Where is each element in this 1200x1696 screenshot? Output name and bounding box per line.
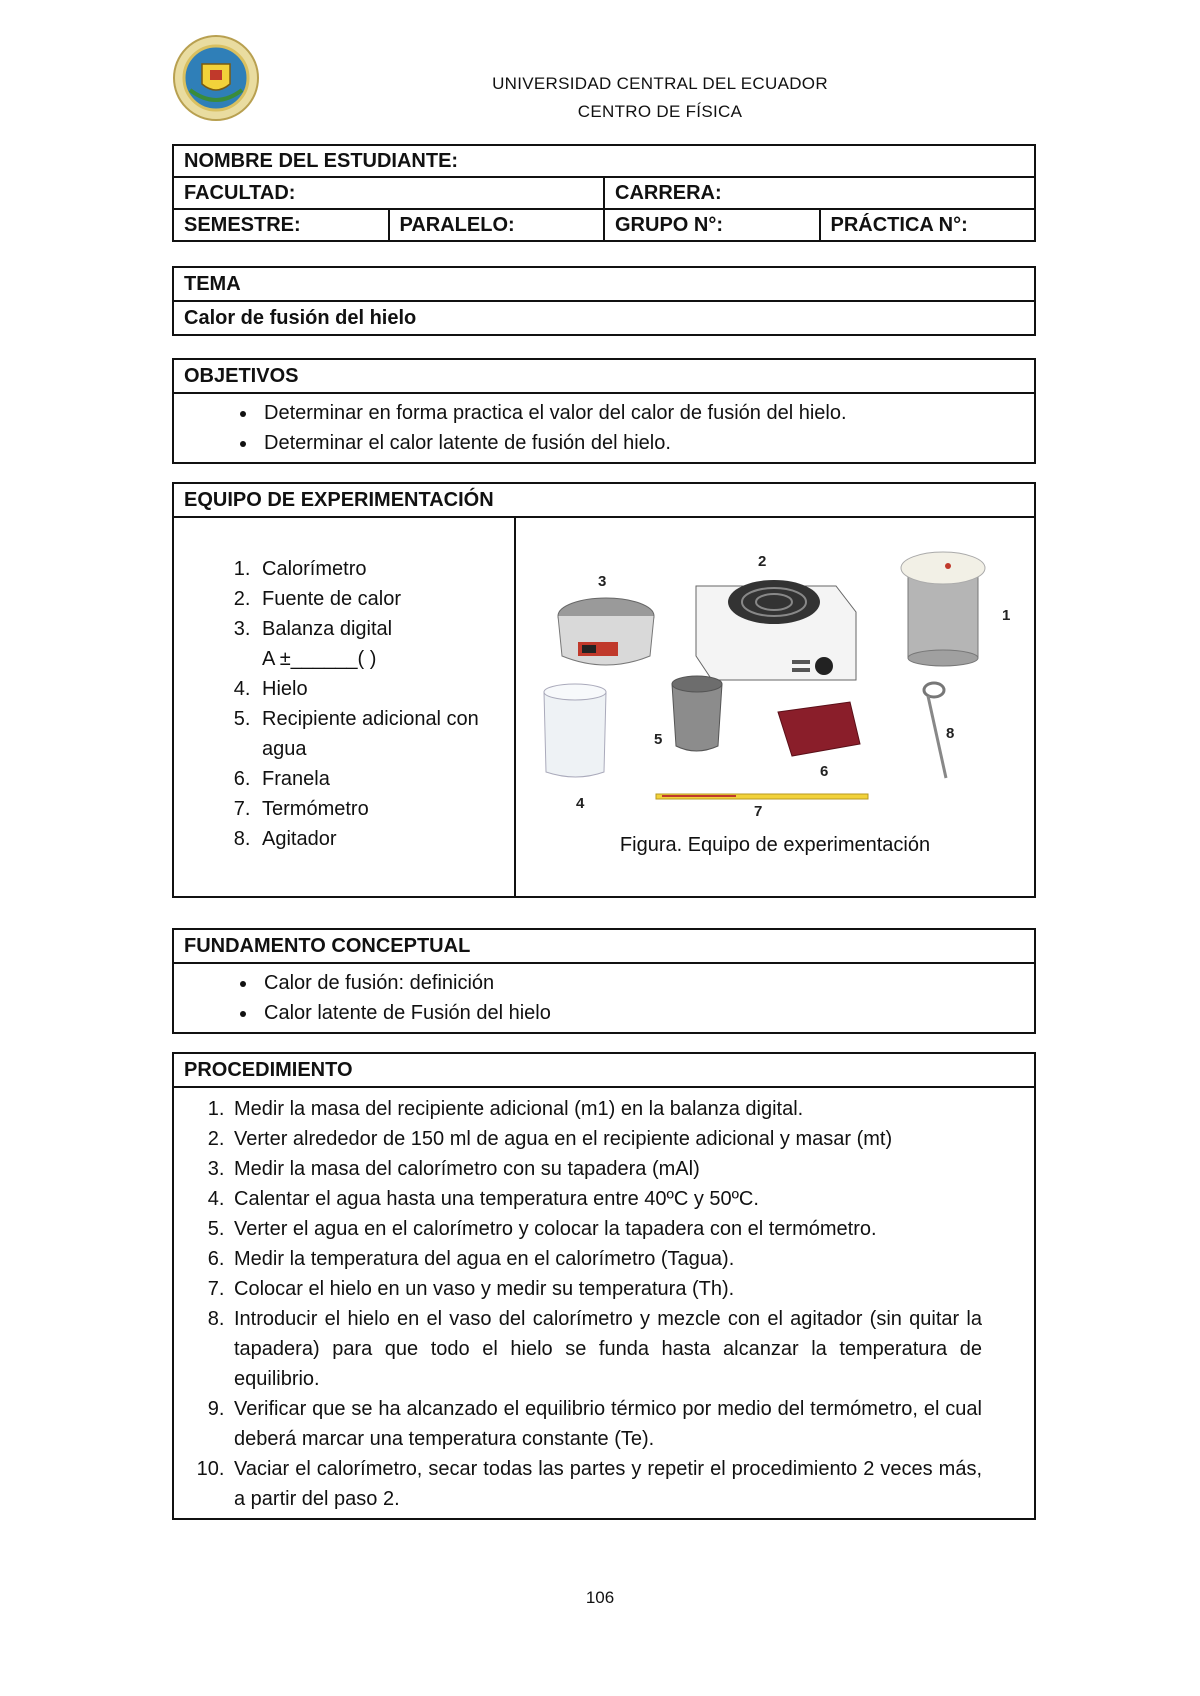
calorimeter-image [901, 552, 985, 666]
student-name-field[interactable]: NOMBRE DEL ESTUDIANTE: [173, 145, 1035, 177]
list-item: 8. Agitador [256, 824, 514, 854]
hotplate-image [696, 580, 856, 680]
objetivos-list [174, 398, 1034, 458]
fundamento-title: FUNDAMENTO CONCEPTUAL [174, 930, 1034, 964]
tema-title: TEMA [174, 268, 1034, 302]
group-field[interactable]: GRUPO N°: [604, 209, 820, 241]
equipment-item-label: Balanza digital [262, 618, 393, 640]
figure-label-1: 1 [1002, 607, 1011, 624]
figure-label-3: 3 [598, 573, 607, 590]
parallel-field[interactable]: PARALELO: [389, 209, 605, 241]
list-item: 4. Hielo [256, 674, 514, 704]
list-item: 2. Fuente de calor [256, 584, 514, 614]
procedimiento-title: PROCEDIMIENTO [174, 1054, 1034, 1088]
practice-field[interactable]: PRÁCTICA N°: [820, 209, 1036, 241]
page-number: 106 [585, 1588, 615, 1607]
list-item: 5. Verter el agua en el calorímetro y colocar la tapadera con el termómetro. [230, 1214, 982, 1244]
digital-scale-image [558, 598, 654, 665]
list-item [256, 614, 514, 674]
list-item: 3. Medir la masa del calorímetro con su tapadera (mAl) [230, 1154, 982, 1184]
objetivos-section [172, 358, 1036, 464]
procedure-list [174, 1094, 1034, 1514]
list-item: 8. Introducir el hielo en el vaso del calorímetro y mezcle con el agitador (sin quitar la tapadera) para que todo el hielo se funda hasta alcanzar la temperatura de equilibrio. [230, 1304, 982, 1394]
list-item: 4. Calentar el agua hasta una temperatura entre 40ºC y 50ºC. [230, 1184, 982, 1214]
stirrer-image [924, 683, 946, 778]
figure-label-7: 7 [754, 803, 763, 820]
metal-container-image [672, 676, 722, 751]
list-item: 6. Franela [256, 764, 514, 794]
faculty-field[interactable]: FACULTAD: [173, 177, 604, 209]
figure-label-5: 5 [654, 731, 663, 748]
figure-label-4: 4 [576, 795, 585, 812]
list-item: • Calor de fusión: definición [258, 968, 1034, 998]
university-name: UNIVERSIDAD CENTRAL DEL ECUADOR [492, 74, 828, 93]
university-seal-logo [172, 34, 260, 122]
fundamento-list [174, 968, 1034, 1028]
list-item: 5. Recipiente adicional con agua [256, 704, 514, 764]
equipo-section [172, 482, 1036, 898]
student-info-table [172, 144, 1036, 242]
objetivos-title: OBJETIVOS [174, 360, 1034, 394]
figure-label-2: 2 [758, 553, 767, 570]
list-item: 2. Verter alrededor de 150 ml de agua en el recipiente adicional y masar (mt) [230, 1124, 982, 1154]
tema-value: Calor de fusión del hielo [184, 307, 417, 329]
center-name: CENTRO DE FÍSICA [577, 102, 743, 121]
equipo-title: EQUIPO DE EXPERIMENTACIÓN [174, 484, 1034, 518]
semester-field[interactable]: SEMESTRE: [173, 209, 389, 241]
list-item: • Calor latente de Fusión del hielo [258, 998, 1034, 1028]
glass-beaker-image [544, 684, 606, 777]
fundamento-section [172, 928, 1036, 1034]
cloth-image [778, 702, 860, 756]
list-item: 10. Vaciar el calorímetro, secar todas las partes y repetir el procedimiento 2 veces más, a partir del paso 2. [230, 1454, 982, 1514]
equipment-figure-panel [516, 516, 1034, 896]
figure-caption: Figura. Equipo de experimentación [619, 834, 931, 856]
tema-section [172, 266, 1036, 336]
thermometer-image [656, 794, 868, 799]
list-item: 1. Medir la masa del recipiente adicional (m1) en la balanza digital. [230, 1094, 982, 1124]
list-item: 9. Verificar que se ha alcanzado el equilibrio térmico por medio del termómetro, el cual deberá marcar una temperatura constante (Te). [230, 1394, 982, 1454]
list-item: 1. Calorímetro [256, 554, 514, 584]
equipment-list-panel [174, 516, 516, 896]
equipment-figure [516, 516, 1034, 826]
accuracy-line: A ±______( ) [262, 648, 377, 670]
equipment-list [228, 554, 514, 854]
list-item: 7. Colocar el hielo en un vaso y medir su temperatura (Th). [230, 1274, 982, 1304]
procedimiento-section [172, 1052, 1036, 1520]
figure-label-8: 8 [946, 725, 955, 742]
figure-label-6: 6 [820, 763, 829, 780]
career-field[interactable]: CARRERA: [604, 177, 1035, 209]
list-item: • Determinar en forma practica el valor del calor de fusión del hielo. [258, 398, 1034, 428]
list-item: • Determinar el calor latente de fusión del hielo. [258, 428, 1034, 458]
list-item: 6. Medir la temperatura del agua en el calorímetro (Tagua). [230, 1244, 982, 1274]
list-item: 7. Termómetro [256, 794, 514, 824]
